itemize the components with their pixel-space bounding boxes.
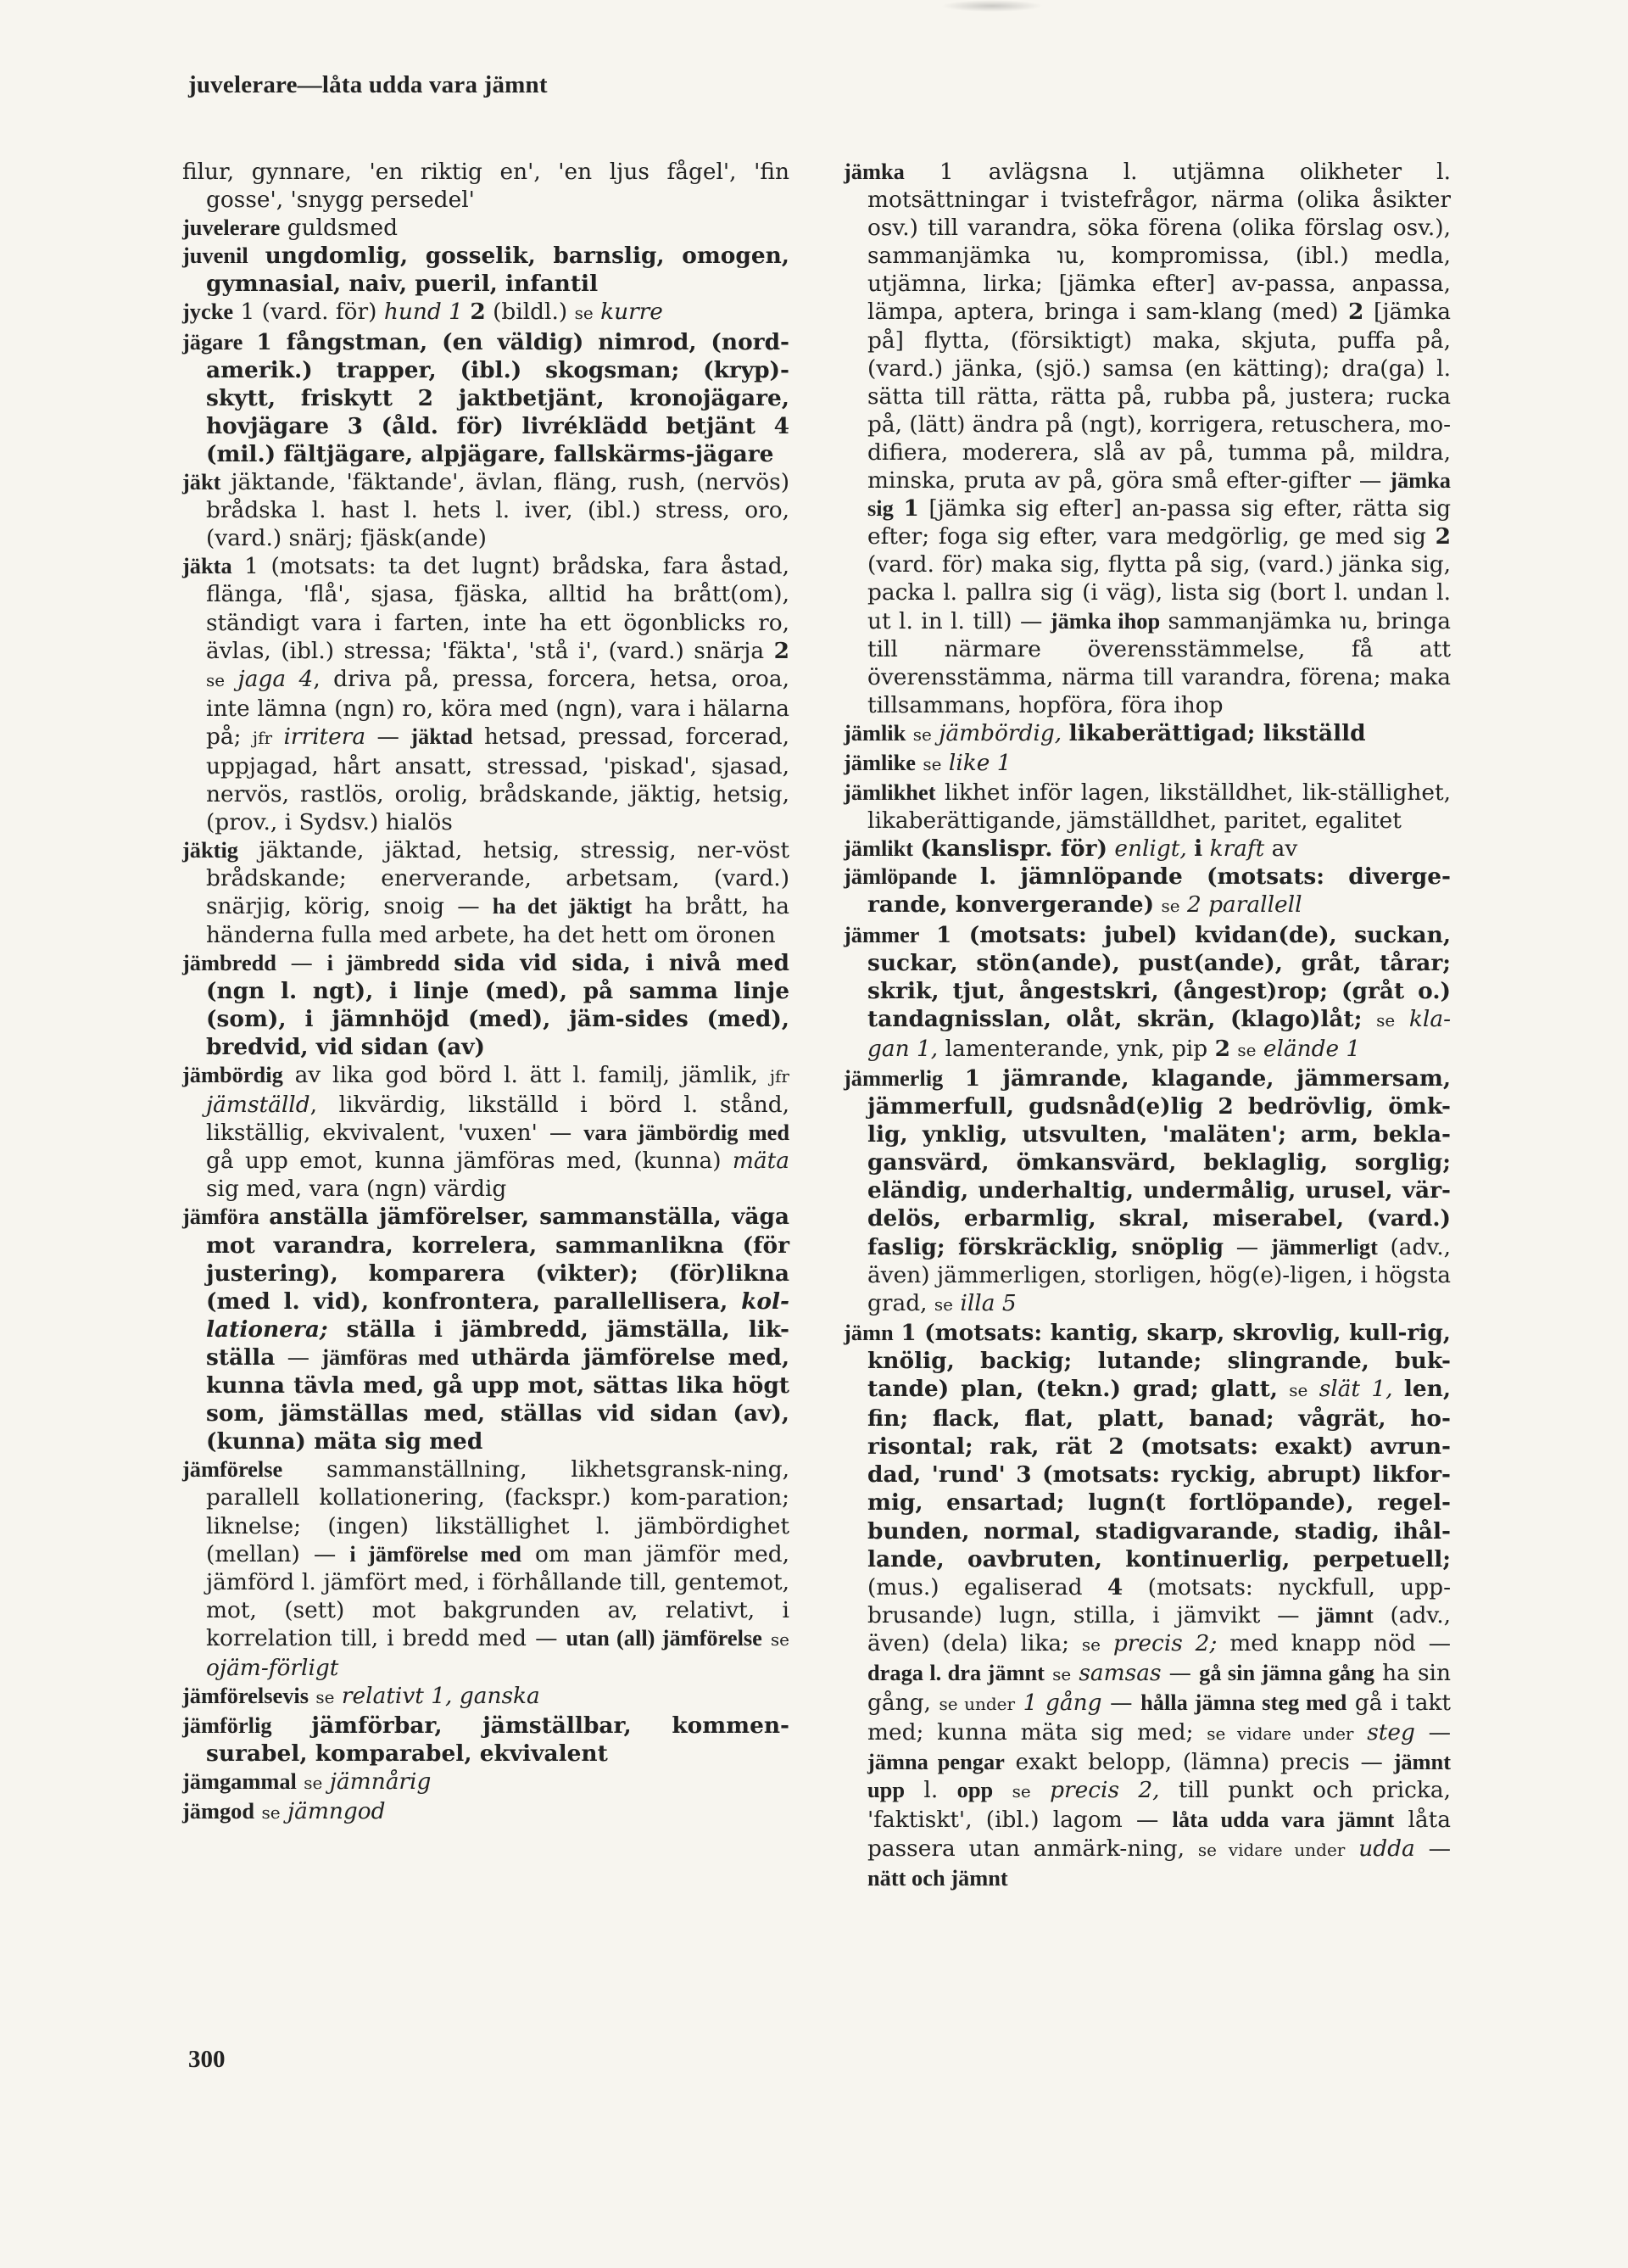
entry-jamgod: jämgod se jämngod [182,1798,386,1825]
left-column [182,158,789,1828]
entry-jaktig: jäktig jäktande, jäktad, hetsig, stressig, ner-vöst brådskande; enerverande, arbetsam, (vard.) snärjig, körig, snoig — ha det jäktigt ha brått, ha händerna fulla med arbete, ha det hett om öronen [182,837,789,948]
entry-filur: filur, gynnare, 'en riktig en', 'en ljus fågel', 'fin gosse', 'snygg persedel' [182,159,789,214]
entry-jakt: jäkt jäktande, 'fäktande', ävlan, fläng, rush, (nervös) brådska l. hast l. hets l. iver, (ibl.) stress, oro, (vard.) snärj; fjäsk(ande) [182,469,789,552]
entry-jamlik: jämlik se jämbördig, likaberättigad; likställd [844,719,1366,746]
scan-smudge [941,0,1043,12]
entry-jamka: jämka 1 avlägsna l. utjämna olikheter l. motsättningar i tvistefrågor, närma (olika åsikter osv.) till varandra, söka förena (olika förslag osv.), sammanjämka ℩u, kompromissa, (ibl.) medla, utjämna, lirka; [jämka efter] av-passa, anpassa, lämpa, aptera, bringa i sam-klang (med) 2 [jämka på] flytta, (försiktigt) maka, skjuta, puffa på, (vard.) jänka, (sjö.) samsa (en kätting); dra(ga) l. sätta till rätta, rätta på, rubba på, justera; rucka på, (lätt) ändra på (ngt), korrigera, retuschera, mo-difiera, moderera, slå av på, tumma på, mildra, minska, pruta av på, göra små efter-gifter — jämka sig 1 [jämka sig efter] an-passa sig efter, rätta sig efter; foga sig efter, vara medgörlig, ge med sig 2 (vard. för) maka sig, flytta på sig, (vard.) jänka sig, packa l. pallra sig (i väg), lista sig (bort l. undan l. ut l. in l. till) — jämka ihop sammanjämka ℩u, bringa till närmare överensstämmelse, få att överensstämma, närma till varandra, förena; maka tillsammans, hopföra, föra ihop [844,159,1452,718]
entry-jamgammal: jämgammal se jämnårig [182,1768,432,1796]
entry-jycke: jycke 1 (vard. för) hund 1 2 (bildl.) se kurre [182,299,663,326]
running-head: juvelerare—låta udda vara jämnt [188,71,548,98]
entry-juvenil: juvenil ungdomlig, gosselik, barnslig, omogen, gymnasial, naiv, pueril, infantil [182,243,789,298]
entry-jammer: jämmer 1 (motsats: jubel) kvidan(de), suckan, suckar, stön(ande), pust(ande), gråt, tårar; skrik, tjut, ångestskri, (ångest)rop; (gråt o.) tandagnisslan, olåt, skrän, (klago)låt; se kla-gan 1, lamenterande, ynk, pip 2 se elände 1 [844,921,1452,1062]
entry-jakta: jäkta 1 (motsats: ta det lugnt) brådska, fara åstad, flänga, 'flå', sjasa, fjäska, alltid ha brått(om), ständigt vara i farten, inte ha ett ögonblicks ro, ävlas, (ibl.) stressa; 'fäkta', 'stå i', (vard.) snärja 2 se jaga 4, driva på, pressa, forcera, hetsa, oroa, inte lämna (ngn) ro, köra med (ngn), vara i hälarna på; jfr irritera — jäktad hetsad, pressad, forcerad, uppjagad, hårt ansatt, stressad, 'piskad', sjasad, nervös, rastlös, orolig, brådskande, jäktig, hetsig, (prov., i Sydsv.) hialös [182,553,789,836]
entry-jamlopande: jämlöpande l. jämnlöpande (motsats: diverge-rande, konvergerande) se 2 parallell [844,863,1451,919]
entry-jamforelse: jämförelse sammanställning, likhetsgransk-ning, parallell kollationering, (fackspr.) kom-paration; liknelse; (ingen) likställighet l. jämbördighet (mellan) — i jämförelse med om man jämför med, jämförd l. jämfört med, i förhållande till, gentemot, mot, (sett) mot bakgrunden av, relativt, i korrelation till, i bredd med — utan (all) jämförelse se ojäm-förligt [182,1456,790,1681]
entry-juvelerare: juvelerare guldsmed [182,215,398,242]
entry-jamlikhet: jämlikhet likhet inför lagen, likställdhet, lik-ställighet, likaberättigande, jämställdhet, paritet, egalitet [844,779,1451,835]
entry-jamn: jämn 1 (motsats: kantig, skarp, skrovlig, kull-rig, knölig, backig; lutande; slingrande, buk-tande) plan, (tekn.) grad; glatt, se slät 1, len, fin; flack, flat, platt, banad; vågrät, ho-risontal; rak, rät 2 (motsats: exakt) avrun-dad, 'rund' 3 (motsats: ryckig, abrupt) likfor-mig, ensartad; lugn(t fortlöpande), regel-bunden, normal, stadigvarande, stadig, ihål-lande, oavbruten, kontinuerlig, perpetuell; (mus.) egaliserad 4 (motsats: nyckfull, upp-brusande) lugn, stilla, i jämvikt — jämnt (adv., även) (dela) lika; se precis 2; med knapp nöd — draga l. dra jämnt se samsas — gå sin jämna gång ha sin gång, se under 1 gång — hålla jämna steg med gå i takt med; kunna mäta sig med; se vidare under steg — jämna pengar exakt belopp, (lämna) precis — jämnt upp l. opp se precis 2, till punkt och pricka, 'faktiskt', (ibl.) lagom — låta udda vara jämnt låta passera utan anmärk-ning, se vidare under udda — nätt och jämnt [844,1319,1452,1891]
entry-jagare: jägare 1 fångstman, (en väldig) nimrod, (nord-amerik.) trapper, (ibl.) skogsman; (kryp)-skytt, friskytt 2 jaktbetjänt, kronojägare, hovjägare 3 (åld. för) livréklädd betjänt 4 (mil.) fältjägare, alpjägare, fallskärms-jägare [182,328,789,467]
entry-jamforlig: jämförlig jämförbar, jämställbar, kommen-surabel, komparabel, ekvivalent [182,1712,789,1768]
entry-jambordig: jämbördig av lika god börd l. ätt l. familj, jämlik, jfr jämställd, likvärdig, likställd i börd l. stånd, likställig, ekvivalent, 'vuxen' — vara jämbördig med gå upp emot, kunna jämföras med, (kunna) mäta sig med, vara (ngn) värdig [182,1062,789,1203]
entry-jamfora: jämföra anställa jämförelser, sammanställa, väga mot varandra, korrelera, sammanlikna (för justering), komparera (vikter); (för)likna (med l. vid), konfrontera, parallellisera, kol-lationera; ställa i jämbredd, jämställa, lik-ställa — jämföras med uthärda jämförelse med, kunna tävla med, gå upp mot, sättas lika högt som, jämställas med, ställas vid sidan (av), (kunna) mäta sig med [182,1204,790,1455]
right-column [844,158,1451,1892]
entry-jamlike: jämlike se like 1 [844,749,1012,776]
page-number: 300 [188,2046,226,2073]
entry-jammerlig: jämmerlig 1 jämrande, klagande, jämmersam, jämmerfull, gudsnåd(e)lig 2 bedrövlig, ömk-lig, ynklig, utsvulten, 'maläten'; arm, bekla-gansvärd, ömkansvärd, beklaglig, sorglig; eländig, underhaltig, undermålig, urusel, vär-delös, erbarmlig, skral, miserabel, (vard.) faslig; förskräcklig, snöplig — jämmerligt (adv., även) jämmerligen, storligen, hög(e)-ligen, i högsta grad, se illa 5 [844,1065,1452,1316]
entry-jamlikt: jämlikt (kanslispr. för) enligt, i kraft av [844,835,1298,863]
entry-jamforelsevis: jämförelsevis se relativt 1, ganska [182,1683,540,1710]
entry-jambredd: jämbredd — i jämbredd sida vid sida, i nivå med (ngn l. ngt), i linje (med), på samma linje (som), i jämnhöjd (med), jäm-sides (med), bredvid, vid sidan (av) [182,949,790,1060]
